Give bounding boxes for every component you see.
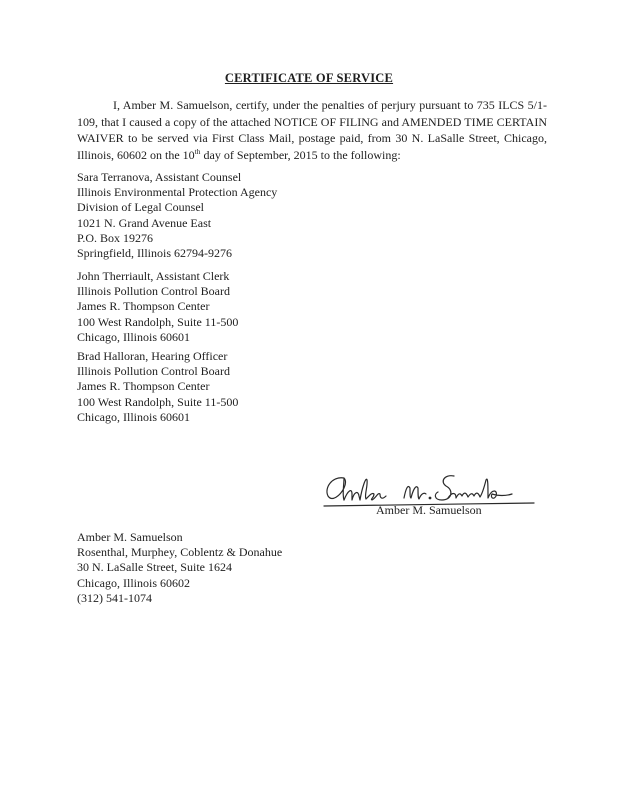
recipient-line: Illinois Pollution Control Board [77, 284, 231, 299]
recipient-line: 100 West Randolph, Suite 11-500 [77, 394, 239, 409]
recipient-line: 100 West Randolph, Suite 11-500 [77, 314, 239, 329]
sender-line: (312) 541-1074 [77, 590, 152, 605]
recipient-line: Division of Legal Counsel [77, 200, 204, 215]
certification-paragraph [77, 97, 547, 163]
recipient-line: 1021 N. Grand Avenue East [77, 215, 212, 230]
certification-text-part2: day of September, 2015 to the following: [200, 147, 401, 162]
recipient-line: Sara Terranova, Assistant Counsel [77, 170, 242, 184]
recipient-block-1 [77, 170, 277, 261]
certification-ordinal-suffix: th [194, 146, 201, 156]
recipient-line: John Therriault, Assistant Clerk [77, 269, 230, 283]
sender-line: Rosenthal, Murphey, Coblentz & Donahue [77, 545, 283, 560]
recipient-block-2 [77, 269, 238, 345]
recipient-line: Chicago, Illinois 60601 [77, 409, 190, 424]
recipient-line: Chicago, Illinois 60601 [77, 329, 190, 344]
recipient-line: Illinois Pollution Control Board [77, 364, 231, 379]
sender-line: Chicago, Illinois 60602 [77, 575, 190, 590]
sender-line: Amber M. Samuelson [77, 530, 183, 544]
certification-text-part1: I, Amber M. Samuelson, certify, under the penalties of perjury pursuant to 735 ILCS 5/1-109, that I caused a copy of the attached NOTICE OF FILING and AMENDED TIME CERTAIN WAIVER to be served via First Class Mail, postage paid, from 30 N. LaSalle Street, Chicago, Illinois, 60602 on the 10 [77, 98, 547, 162]
sender-block [77, 530, 282, 606]
recipient-line: P.O. Box 19276 [77, 230, 154, 245]
document-title: CERTIFICATE OF SERVICE [224, 71, 394, 85]
recipient-line: Illinois Environmental Protection Agency [77, 185, 278, 200]
signer-printed-name: Amber M. Samuelson [376, 503, 482, 517]
recipient-line: Brad Halloran, Hearing Officer [77, 349, 228, 363]
sender-line: 30 N. LaSalle Street, Suite 1624 [77, 560, 232, 575]
recipient-block-3 [77, 349, 238, 425]
recipient-line: Springfield, Illinois 62794-9276 [77, 246, 232, 261]
recipient-line: James R. Thompson Center [77, 379, 210, 394]
recipient-line: James R. Thompson Center [77, 299, 210, 314]
